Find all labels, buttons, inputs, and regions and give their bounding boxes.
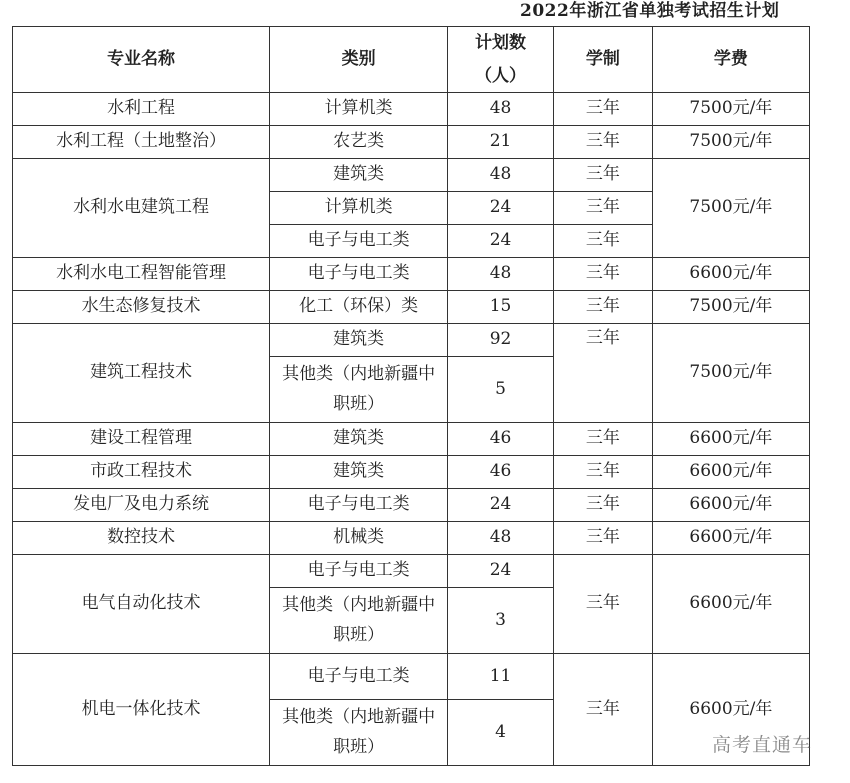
watermark: 高考直通车 [712,734,813,756]
category-cell: 建筑类 [270,159,448,192]
category-cell: 计算机类 [270,192,448,225]
duration-cell: 三年 [554,192,653,225]
fee-cell: 7500元/年 [652,126,809,159]
category-cell: 电子与电工类 [270,258,448,291]
major-cell: 发电厂及电力系统 [13,489,270,522]
table-row [13,489,810,522]
major-cell: 机电一体化技术 [13,654,270,766]
duration-cell: 三年 [554,291,653,324]
count-cell: 24 [448,555,554,588]
header-major: 专业名称 [13,27,270,93]
header-count [448,27,554,93]
duration-cell: 三年 [554,423,653,456]
major-cell: 电气自动化技术 [13,555,270,654]
major-cell: 建设工程管理 [13,423,270,456]
count-cell: 46 [448,423,554,456]
count-cell: 48 [448,522,554,555]
page-title: 2022年浙江省单独考试招生计划 [520,1,780,21]
table-row [13,522,810,555]
table-row [13,324,810,357]
table-row [13,159,810,192]
table-row [13,654,810,700]
fee-cell: 6600元/年 [652,489,809,522]
count-cell: 15 [448,291,554,324]
category-cell: 其他类（内地新疆中职班） [270,700,448,766]
enrollment-plan-table [12,26,813,766]
count-cell: 48 [448,159,554,192]
category-cell: 其他类（内地新疆中职班） [270,357,448,423]
duration-cell: 三年 [554,324,653,423]
header-count-line2: （人） [475,65,527,86]
major-cell: 水利工程（土地整治） [13,126,270,159]
duration-cell: 三年 [554,654,653,766]
table-header-row [13,27,810,93]
count-cell: 24 [448,225,554,258]
table-row [13,555,810,588]
count-cell: 3 [448,588,554,654]
count-cell: 11 [448,654,554,700]
fee-cell: 6600元/年 [652,456,809,489]
category-cell: 电子与电工类 [270,555,448,588]
fee-cell: 6600元/年 [652,555,809,654]
table-row [13,291,810,324]
fee-cell: 7500元/年 [652,159,809,258]
header-fee: 学费 [652,27,809,93]
header-category: 类别 [270,27,448,93]
duration-cell: 三年 [554,225,653,258]
count-cell: 48 [448,258,554,291]
duration-cell: 三年 [554,489,653,522]
table-row [13,258,810,291]
category-cell: 计算机类 [270,93,448,126]
major-cell: 建筑工程技术 [13,324,270,423]
duration-cell: 三年 [554,555,653,654]
count-cell: 21 [448,126,554,159]
fee-cell: 7500元/年 [652,93,809,126]
table-row [13,93,810,126]
duration-cell: 三年 [554,126,653,159]
count-cell: 48 [448,93,554,126]
header-duration: 学制 [554,27,653,93]
fee-cell: 7500元/年 [652,324,809,423]
category-cell: 建筑类 [270,423,448,456]
fee-cell: 6600元/年 [652,423,809,456]
category-cell: 化工（环保）类 [270,291,448,324]
count-cell: 92 [448,324,554,357]
count-cell: 24 [448,489,554,522]
fee-cell: 6600元/年 [652,654,809,766]
duration-cell: 三年 [554,456,653,489]
major-cell: 水利工程 [13,93,270,126]
major-cell: 市政工程技术 [13,456,270,489]
fee-cell: 7500元/年 [652,291,809,324]
category-cell: 其他类（内地新疆中职班） [270,588,448,654]
count-cell: 24 [448,192,554,225]
table-row [13,456,810,489]
category-cell: 电子与电工类 [270,654,448,700]
header-count-line1: 计划数 [475,33,527,54]
major-cell: 水利水电建筑工程 [13,159,270,258]
fee-cell: 6600元/年 [652,258,809,291]
duration-cell: 三年 [554,258,653,291]
duration-cell: 三年 [554,522,653,555]
count-cell: 46 [448,456,554,489]
category-cell: 建筑类 [270,324,448,357]
duration-cell: 三年 [554,159,653,192]
category-cell: 电子与电工类 [270,225,448,258]
fee-cell: 6600元/年 [652,522,809,555]
table-row [13,126,810,159]
count-cell: 4 [448,700,554,766]
category-cell: 机械类 [270,522,448,555]
major-cell: 数控技术 [13,522,270,555]
duration-cell: 三年 [554,93,653,126]
major-cell: 水生态修复技术 [13,291,270,324]
count-cell: 5 [448,357,554,423]
major-cell: 水利水电工程智能管理 [13,258,270,291]
table-row [13,423,810,456]
category-cell: 建筑类 [270,456,448,489]
category-cell: 农艺类 [270,126,448,159]
category-cell: 电子与电工类 [270,489,448,522]
